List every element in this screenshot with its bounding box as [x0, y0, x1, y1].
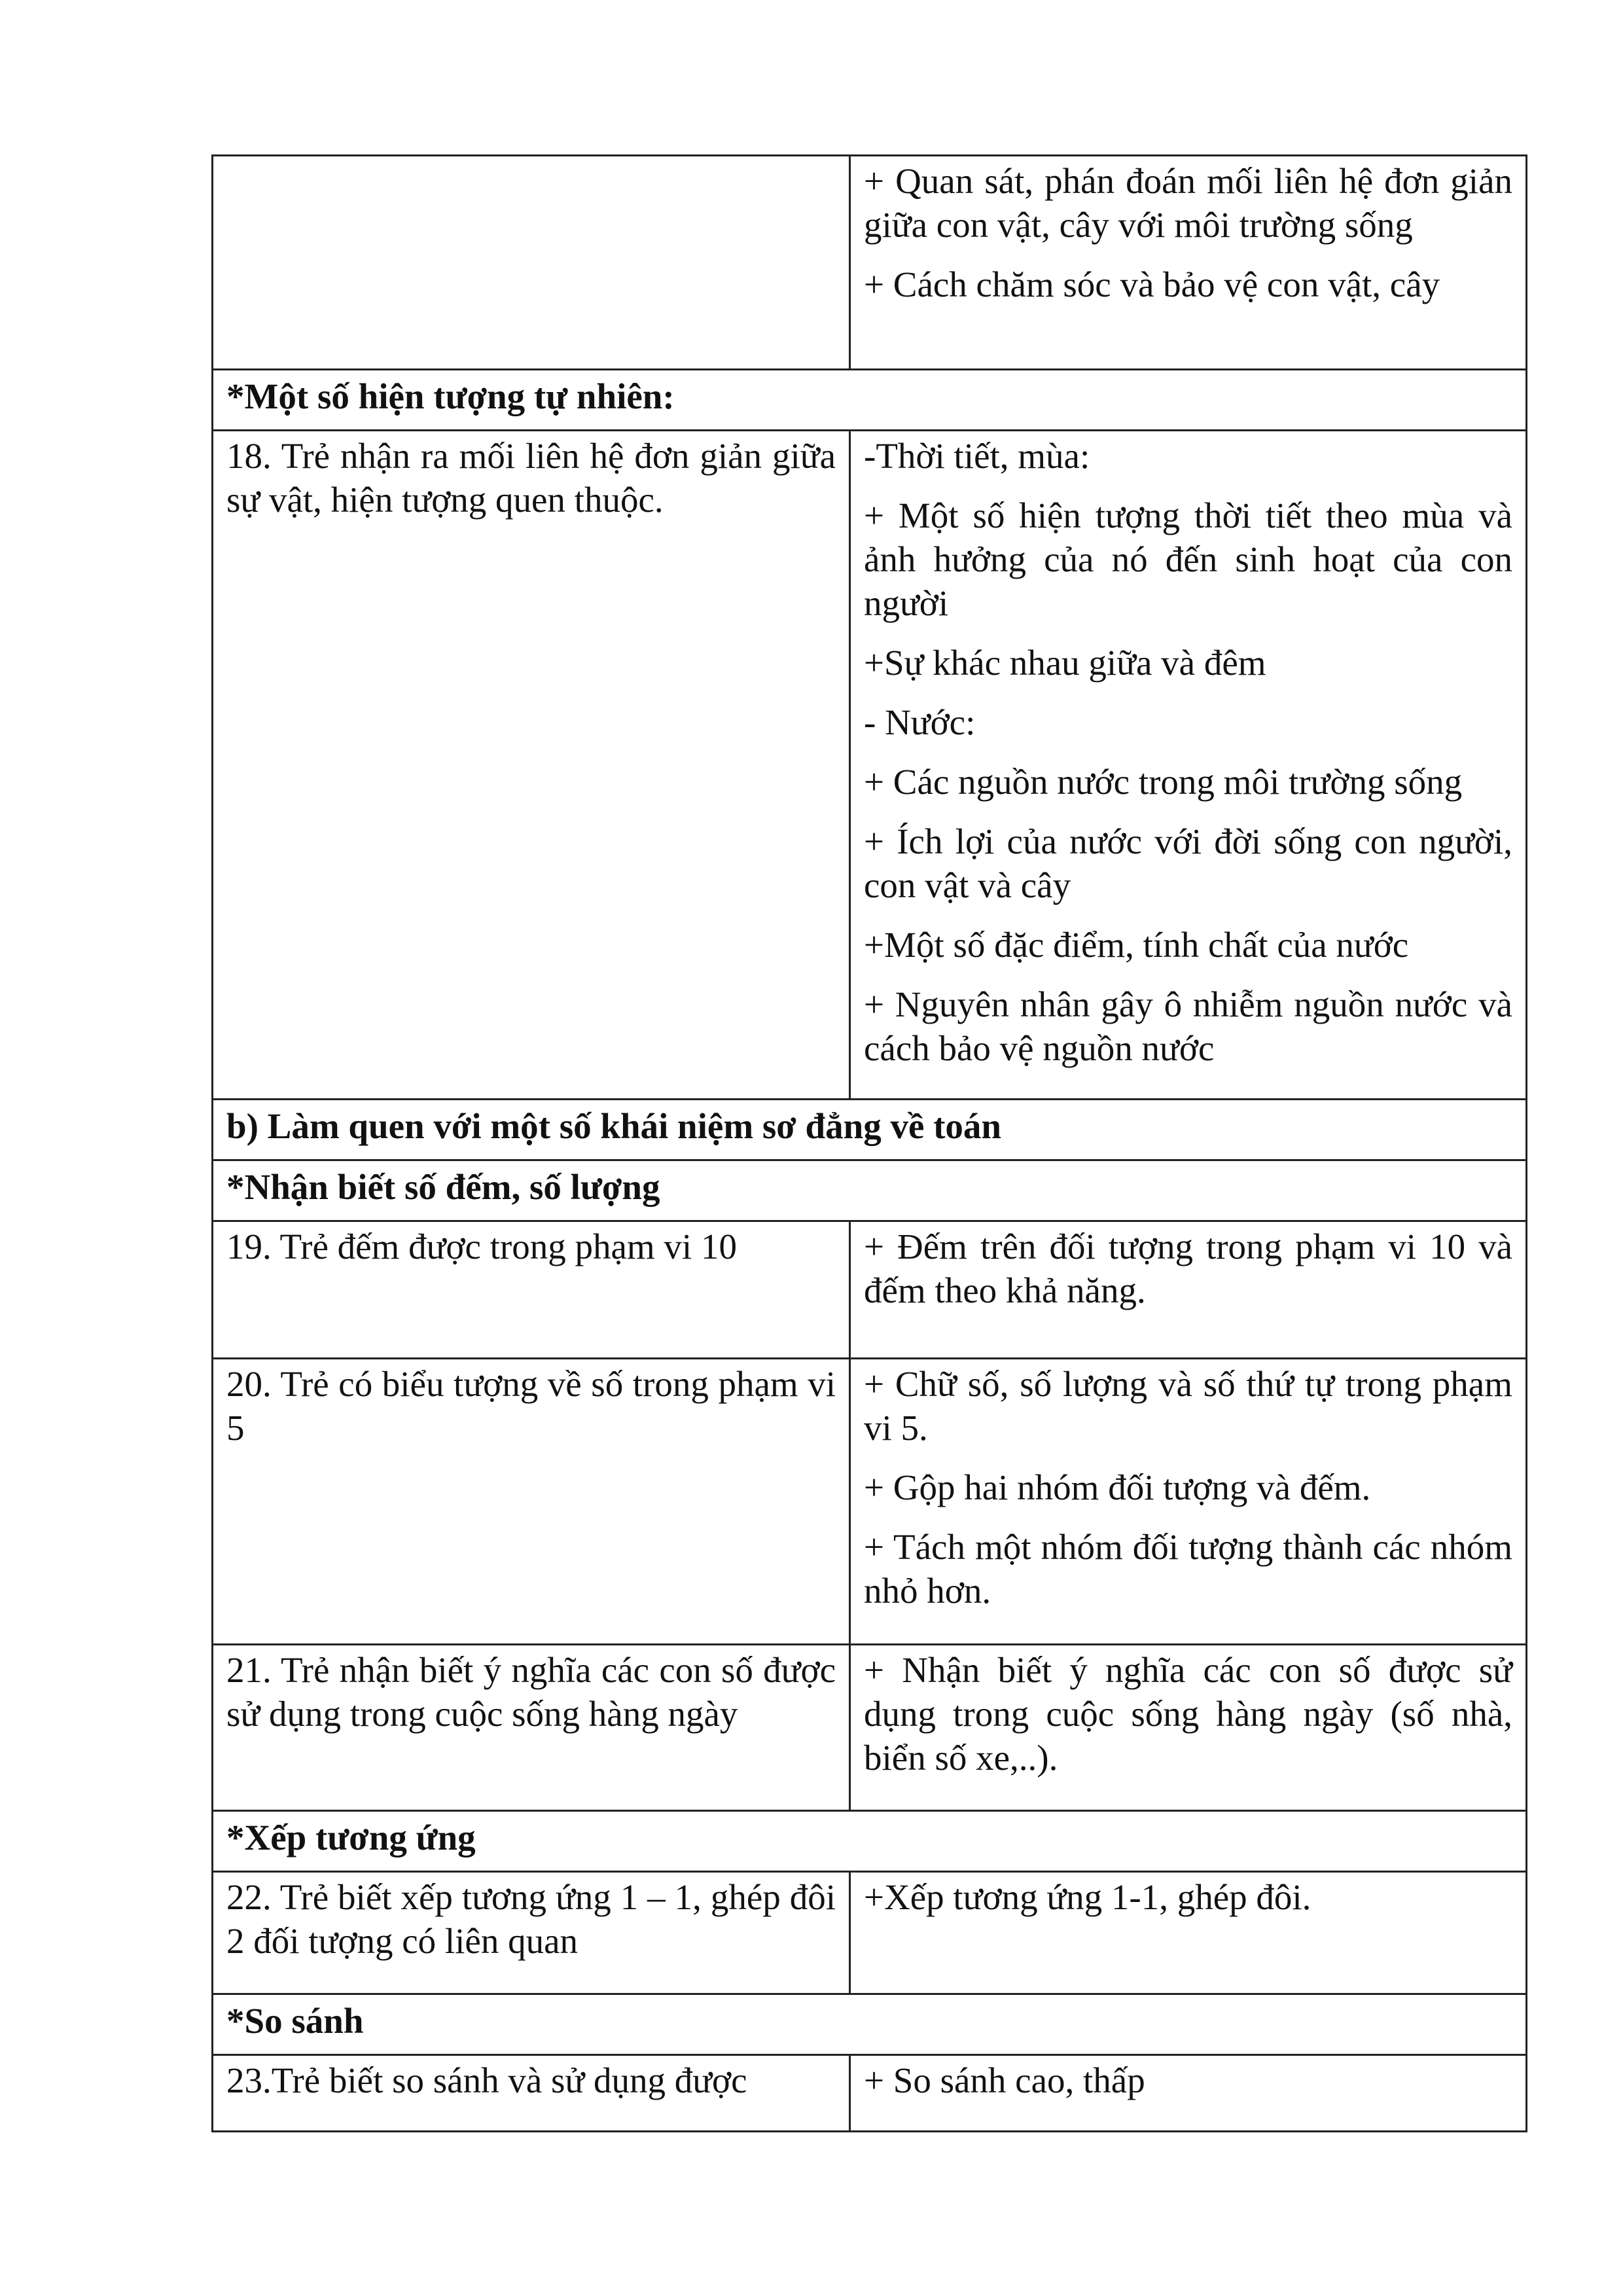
goal-text: 22. Trẻ biết xếp tương ứng 1 – 1, ghép đôi 2 đối tượng có liên quan	[226, 1877, 836, 1961]
content-item: + Cách chăm sóc và bảo vệ con vật, cây	[864, 264, 1440, 304]
section-row	[213, 1994, 1527, 2055]
content-item: + Đếm trên đối tượng trong phạm vi 10 và đếm theo khả năng.	[864, 1227, 1512, 1310]
content-item: - Nước:	[864, 702, 976, 742]
content-item: + Tách một nhóm đối tượng thành các nhóm nhỏ hơn.	[864, 1527, 1512, 1611]
section-row	[213, 1100, 1527, 1160]
section-row	[213, 1811, 1527, 1872]
section-heading: *Xếp tương ứng	[213, 1811, 1527, 1872]
content-item: + Chữ số, số lượng và số thứ tự trong phạm vi 5.	[864, 1364, 1512, 1448]
goal-text: 23.Trẻ biết so sánh và sử dụng được	[226, 2060, 747, 2100]
content-cell	[850, 1872, 1527, 1994]
goal-cell	[213, 1221, 850, 1359]
section-row	[213, 370, 1527, 431]
curriculum-table	[211, 154, 1527, 2132]
content-cell	[850, 431, 1527, 1100]
table-row	[213, 1359, 1527, 1645]
goal-text: 21. Trẻ nhận biết ý nghĩa các con số được sử dụng trong cuộc sống hàng ngày	[226, 1650, 836, 1734]
goal-cell	[213, 1359, 850, 1645]
content-item: +Sự khác nhau giữa và đêm	[864, 643, 1266, 683]
content-cell	[850, 1221, 1527, 1359]
goal-text: 18. Trẻ nhận ra mối liên hệ đơn giản giữa sự vật, hiện tượng quen thuộc.	[226, 436, 836, 520]
content-cell	[850, 1645, 1527, 1811]
goal-cell	[213, 1872, 850, 1994]
goal-text: 20. Trẻ có biểu tượng về số trong phạm vi 5	[226, 1364, 836, 1448]
section-row	[213, 1160, 1527, 1221]
table-row	[213, 1221, 1527, 1359]
content-item: + Gộp hai nhóm đối tượng và đếm.	[864, 1467, 1371, 1507]
content-item: + Ích lợi của nước với đời sống con người, con vật và cây	[864, 821, 1512, 905]
table-row	[213, 1645, 1527, 1811]
table-row	[213, 156, 1527, 370]
goal-text: 19. Trẻ đếm được trong phạm vi 10	[226, 1227, 737, 1266]
content-item: + Nguyên nhân gây ô nhiễm nguồn nước và cách bảo vệ nguồn nước	[864, 984, 1512, 1068]
content-item: + Một số hiện tượng thời tiết theo mùa và ảnh hưởng của nó đến sinh hoạt của con người	[864, 495, 1512, 623]
goal-cell	[213, 1645, 850, 1811]
table-row	[213, 431, 1527, 1100]
section-heading: *So sánh	[213, 1994, 1527, 2055]
content-item: + Nhận biết ý nghĩa các con số được sử dụng trong cuộc sống hàng ngày (số nhà, biển số xe,..).	[864, 1650, 1512, 1778]
content-cell	[850, 156, 1527, 370]
content-item: + Quan sát, phán đoán mối liên hệ đơn giản giữa con vật, cây với môi trường sống	[864, 161, 1512, 245]
section-heading: b) Làm quen với một số khái niệm sơ đẳng về toán	[213, 1100, 1527, 1160]
content-item: +Một số đặc điểm, tính chất của nước	[864, 925, 1409, 965]
goal-cell	[213, 156, 850, 370]
content-item: + So sánh cao, thấp	[864, 2060, 1145, 2100]
content-item: -Thời tiết, mùa:	[864, 436, 1090, 476]
content-cell	[850, 1359, 1527, 1645]
section-heading: *Nhận biết số đếm, số lượng	[213, 1160, 1527, 1221]
table-row	[213, 1872, 1527, 1994]
section-heading: *Một số hiện tượng tự nhiên:	[213, 370, 1527, 431]
content-cell	[850, 2055, 1527, 2132]
content-item: +Xếp tương ứng 1-1, ghép đôi.	[864, 1877, 1311, 1917]
table-row	[213, 2055, 1527, 2132]
content-item: + Các nguồn nước trong môi trường sống	[864, 762, 1463, 802]
goal-cell	[213, 2055, 850, 2132]
goal-cell	[213, 431, 850, 1100]
